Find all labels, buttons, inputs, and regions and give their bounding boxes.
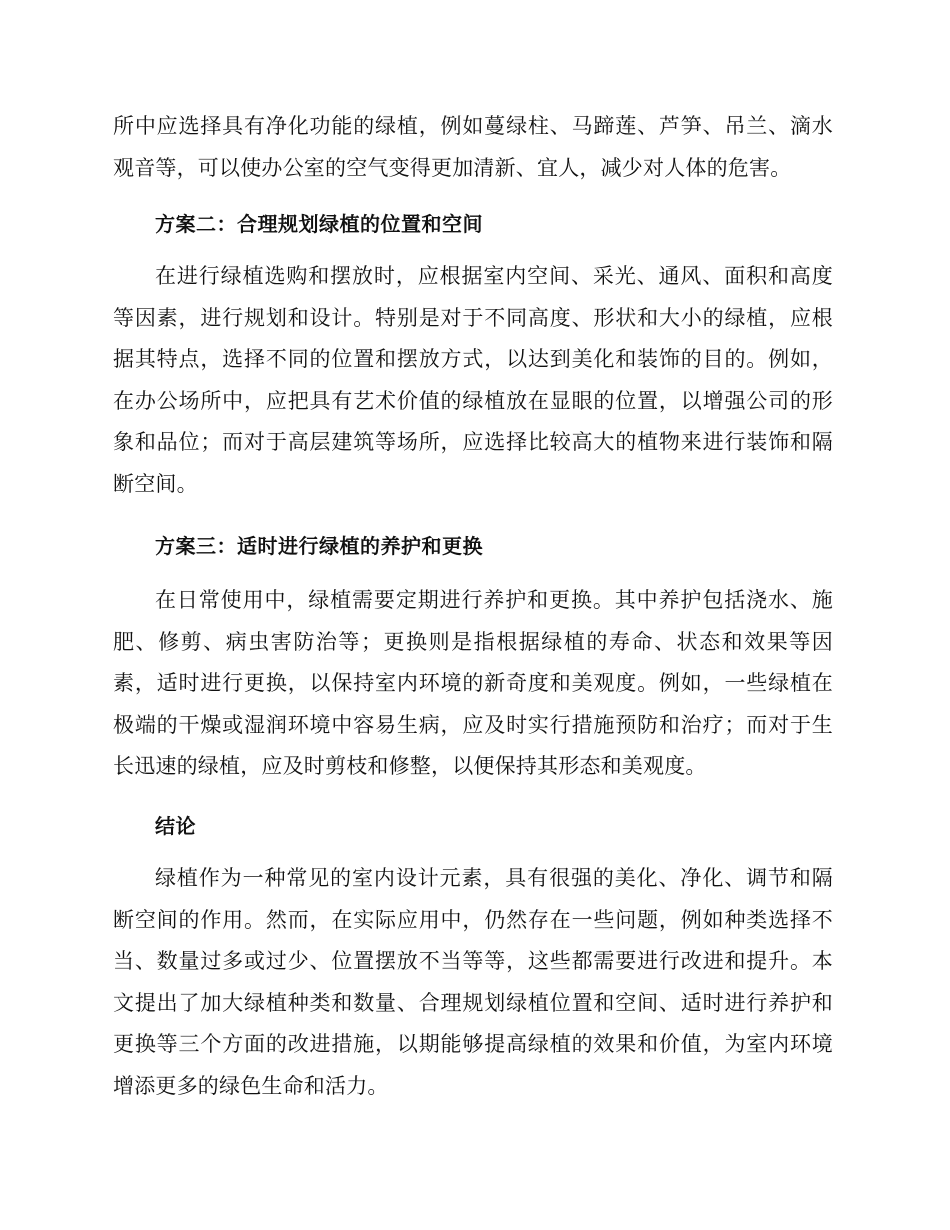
section-2-body: 在进行绿植选购和摆放时，应根据室内空间、采光、通风、面积和高度等因素，进行规划和设计。特别是对于不同高度、形状和大小的绿植，应根据其特点，选择不同的位置和摆放方式，以达到美化和装饰的目的。例如，在办公场所中，应把具有艺术价值的绿植放在显眼的位置，以增强公司的形象和品位；而对于高层建筑等场所，应选择比较高大的植物来进行装饰和隔断空间。: [113, 264, 833, 496]
section-2-heading: 方案二：合理规划绿植的位置和空间: [155, 212, 483, 236]
conclusion-body: 绿植作为一种常见的室内设计元素，具有很强的美化、净化、调节和隔断空间的作用。然而，在实际应用中，仍然存在一些问题，例如种类选择不当、数量过多或过少、位置摆放不当等等，这些都需要进行改进和提升。本文提出了加大绿植种类和数量、合理规划绿植位置和空间、适时进行养护和更换等三个方面的改进措施，以期能够提高绿植的效果和价值，为室内环境增添更多的绿色生命和活力。: [113, 866, 833, 1098]
section-3-heading: 方案三：适时进行绿植的养护和更换: [155, 534, 483, 558]
continued-paragraph: 所中应选择具有净化功能的绿植，例如蔓绿柱、马蹄莲、芦笋、吊兰、滴水观音等，可以使办公室的空气变得更加清新、宜人，减少对人体的危害。: [113, 114, 833, 180]
section-3-body: 在日常使用中，绿植需要定期进行养护和更换。其中养护包括浇水、施肥、修剪、病虫害防治等；更换则是指根据绿植的寿命、状态和效果等因素，适时进行更换，以保持室内环境的新奇度和美观度。例如，一些绿植在极端的干燥或湿润环境中容易生病，应及时实行措施预防和治疗；而对于生长迅速的绿植，应及时剪枝和修整，以便保持其形态和美观度。: [113, 588, 833, 778]
conclusion-heading: 结论: [155, 814, 196, 838]
